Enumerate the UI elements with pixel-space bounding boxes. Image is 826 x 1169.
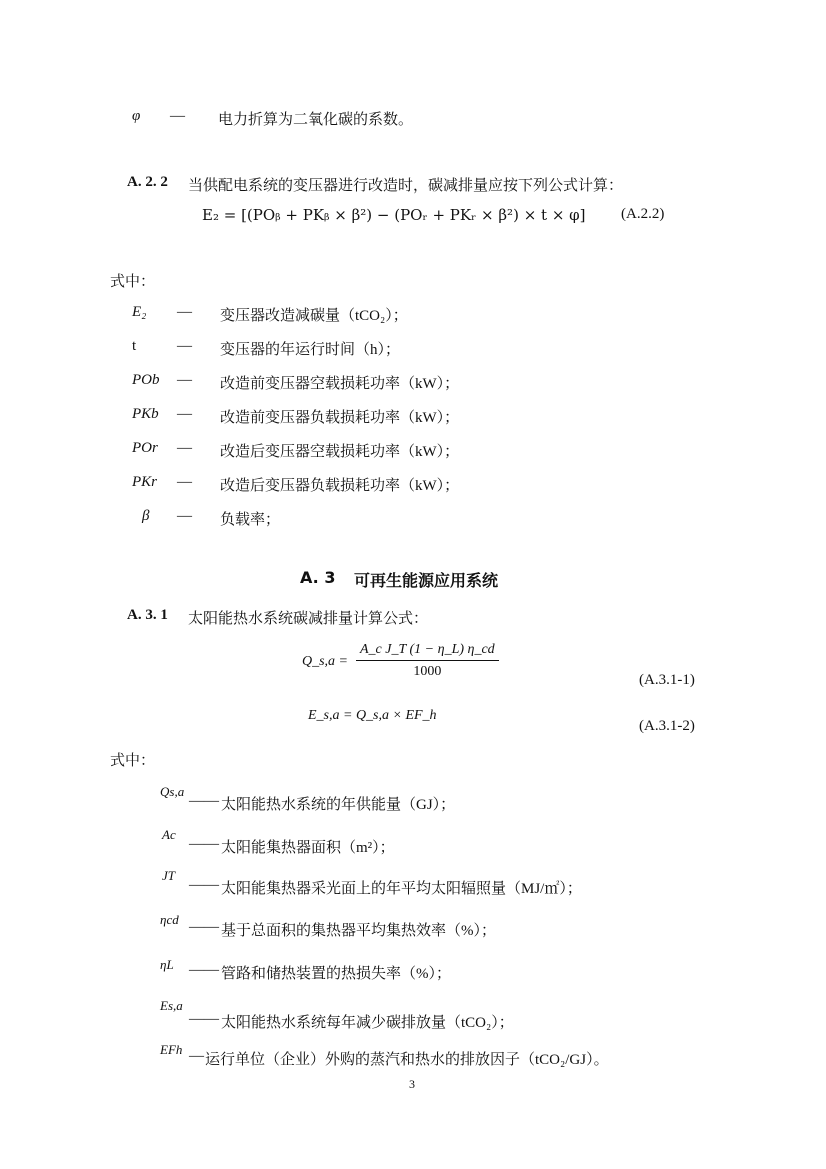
formula-a222: E₂ = [(POᵦ + PKᵦ × β²) − (POᵣ + PKᵣ × β²) × t × φ]	[202, 206, 586, 224]
def-text: 改造后变压器负载损耗功率（kW）；	[220, 478, 460, 494]
def-symbol: β	[142, 508, 150, 524]
def-symbol: Ac	[162, 827, 176, 842]
clause-text-a222: 当供配电系统的变压器进行改造时，碳减排量应按下列公式计算：	[188, 178, 624, 194]
def-text: 改造前变压器空载损耗功率（kW）；	[220, 376, 460, 392]
eqno-a222: (A.2.2)	[621, 206, 665, 222]
def-dash: ——	[189, 1011, 219, 1027]
def-text: 太阳能集热器采光面上的年平均太阳辐照量（MJ/㎡）；	[221, 881, 582, 897]
def-text: 变压器的年运行时间（h）；	[220, 342, 401, 358]
page-number: 3	[409, 1077, 415, 1091]
formula-a3-1-denominator: 1000	[413, 664, 442, 679]
def-text: 太阳能集热器面积（m²）；	[221, 840, 395, 856]
formula-a3-1-2: E_s,a = Q_s,a × EF_h	[308, 708, 437, 723]
def-symbol: ηcd	[160, 912, 179, 927]
where-label-1: 式中：	[110, 274, 156, 290]
clause-text-a31: 太阳能热水系统碳减排量计算公式：	[188, 611, 429, 627]
def-text: 变压器改造减碳量（tCO₂）；	[220, 308, 408, 324]
eqno-a3-1-2: (A.3.1-2)	[639, 718, 695, 734]
def-symbol: E₂	[132, 304, 147, 320]
def-text: 改造前变压器负载损耗功率（kW）；	[220, 410, 460, 426]
def-symbol: EFh	[160, 1042, 183, 1057]
def-dash: —	[177, 304, 192, 320]
def-symbol: t	[132, 338, 137, 354]
def-dash: —	[177, 338, 192, 354]
def-text: 电力折算为二氧化碳的系数。	[218, 112, 414, 128]
def-text: 太阳能热水系统每年减少碳排放量（tCO₂）；	[221, 1015, 514, 1031]
def-symbol: ηL	[160, 957, 174, 972]
def-symbol: POr	[132, 440, 158, 456]
def-symbol: Qs,a	[160, 784, 185, 799]
def-symbol-phi: φ	[132, 108, 141, 124]
def-dash: —	[189, 1048, 204, 1064]
clause-number-a31: A. 3. 1	[127, 607, 168, 623]
formula-a3-1-fraction	[356, 642, 499, 680]
def-dash: —	[177, 372, 192, 388]
def-text: 负载率；	[220, 512, 281, 528]
def-dash: ——	[189, 877, 219, 893]
def-text: 运行单位（企业）外购的蒸汽和热水的排放因子（tCO₂/GJ）。	[205, 1052, 609, 1068]
def-symbol: PKr	[132, 474, 158, 490]
def-symbol: JT	[162, 868, 175, 883]
def-dash: ——	[189, 919, 219, 935]
def-dash: —	[177, 474, 192, 490]
def-dash: —	[177, 440, 192, 456]
def-text: 改造后变压器空载损耗功率（kW）；	[220, 444, 460, 460]
where-label-2: 式中：	[110, 753, 156, 769]
clause-number-a222: A. 2. 2	[127, 174, 168, 190]
def-dash: ——	[189, 836, 219, 852]
def-text: 太阳能热水系统的年供能量（GJ）；	[221, 797, 456, 813]
def-dash: —	[177, 508, 192, 524]
def-text: 基于总面积的集热器平均集热效率（%）；	[221, 923, 496, 939]
section-title-a3: 可再生能源应用系统	[354, 571, 499, 590]
def-dash: —	[170, 108, 185, 124]
def-dash: ——	[189, 962, 219, 978]
section-number-a3: A. 3	[300, 568, 336, 587]
def-dash: —	[177, 406, 192, 422]
def-dash: ——	[189, 793, 219, 809]
formula-a3-1-numerator: A_c J_T (1 − η_L) η_cd	[356, 642, 499, 661]
def-symbol: PKb	[132, 406, 159, 422]
def-text: 管路和储热装置的热损失率（%）；	[221, 966, 451, 982]
formula-a3-1-lhs: Q_s,a =	[302, 654, 349, 669]
def-symbol: POb	[132, 372, 160, 388]
def-symbol: Es,a	[160, 998, 183, 1013]
eqno-a3-1-1: (A.3.1-1)	[639, 672, 695, 688]
